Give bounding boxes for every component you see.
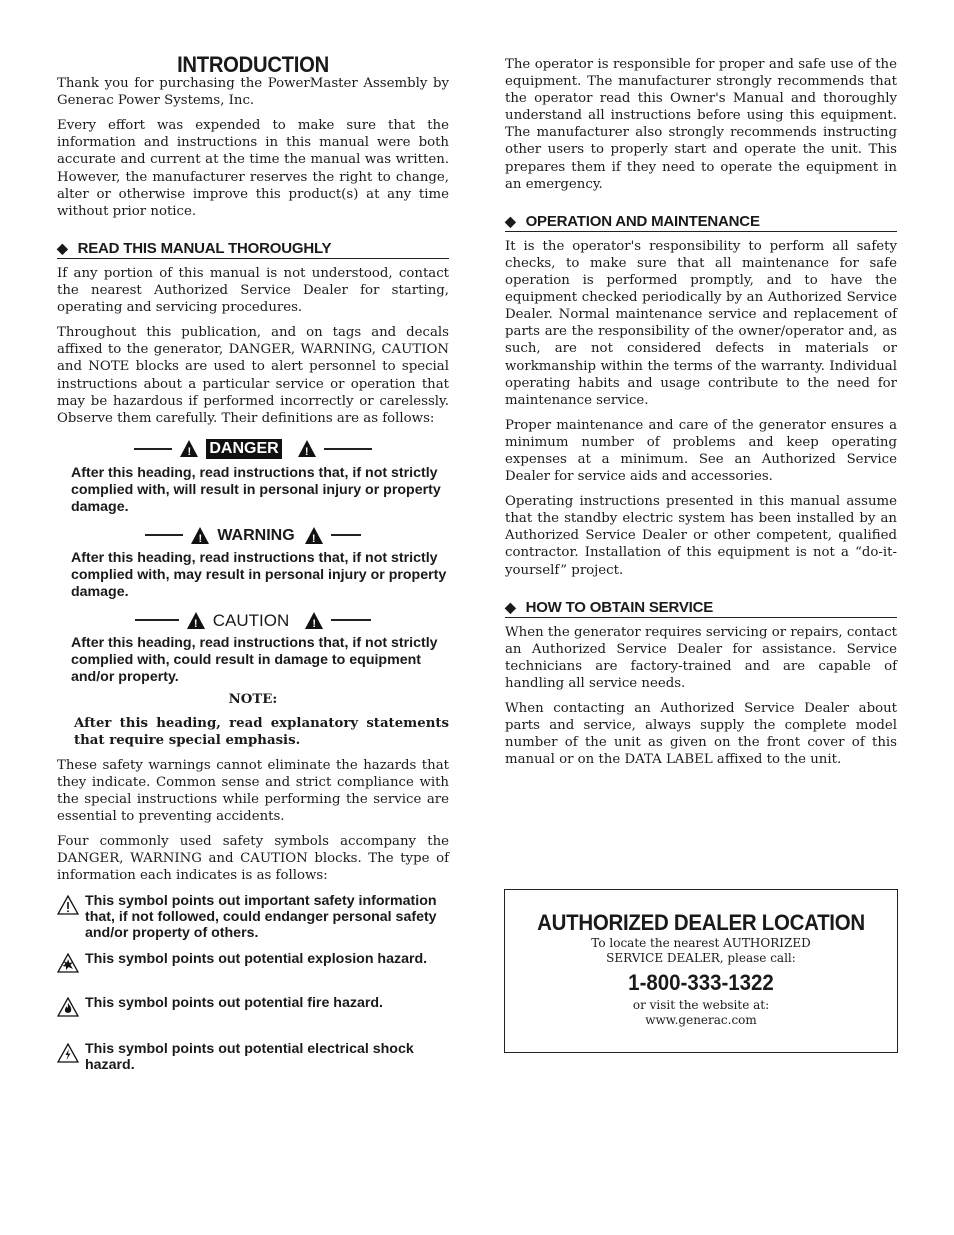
section-heading-obtain-service bbox=[505, 599, 897, 618]
dealer-location-box bbox=[504, 889, 898, 1053]
right-column bbox=[505, 56, 897, 776]
caution-heading bbox=[57, 612, 449, 629]
symbol-row bbox=[57, 995, 449, 1017]
note-label: NOTE: bbox=[228, 691, 278, 707]
section-heading-operation-maintenance bbox=[505, 213, 897, 232]
divider bbox=[135, 619, 179, 621]
intro-paragraph-1: Thank you for purchasing the PowerMaster Assembly by Generac Power Systems, Inc. bbox=[57, 76, 449, 109]
diamond-bullet-icon: ◆ bbox=[57, 239, 68, 256]
fire-icon bbox=[57, 997, 79, 1017]
divider bbox=[324, 448, 372, 450]
symbol-text: This symbol points out potential fire hazard. bbox=[85, 994, 383, 1011]
service-paragraph-2: When contacting an Authorized Service Dealer about parts and service, always supply the complete model number of the unit as given on the front cover of this manual or on the DATA LABEL affixed to the unit. bbox=[505, 701, 897, 768]
warning-triangle-icon: ! bbox=[305, 612, 323, 629]
operator-paragraph: The operator is responsible for proper and safe use of the equipment. The manufacturer strongly recommends that the operator read this Owner's Manual and thoroughly understand all instructions before using this equipment. The manufacturer also strongly recommends instructing other users to properly start and operate the unit. This prepares them if they need to operate the equipment in an emergency. bbox=[505, 57, 897, 192]
section-heading-read-manual bbox=[57, 240, 449, 259]
dealer-line-1: To locate the nearest AUTHORIZED bbox=[591, 936, 811, 950]
symbol-row bbox=[57, 893, 449, 941]
read-paragraph-1: If any portion of this manual is not understood, contact the nearest Authorized Service Dealer for starting, operating and servicing procedures. bbox=[57, 265, 449, 316]
divider bbox=[145, 534, 183, 536]
warning-heading bbox=[57, 527, 449, 544]
note-text: After this heading, read explanatory statements that require special emphasis. bbox=[74, 715, 449, 748]
electrical-shock-icon bbox=[57, 1043, 79, 1063]
section-heading-label: OPERATION AND MAINTENANCE bbox=[525, 212, 760, 230]
warning-text: After this heading, read instructions that, if not strictly complied with, may result in personal injury or property damage. bbox=[71, 549, 447, 601]
warning-triangle-icon bbox=[57, 895, 79, 915]
warning-label: WARNING bbox=[217, 526, 295, 544]
caution-text: After this heading, read instructions that, if not strictly complied with, could result in damage to equipment and/or property. bbox=[71, 634, 438, 686]
maintenance-paragraph-3: Operating instructions presented in this manual assume that the standby electric system has been installed by an Authorized Service Dealer or other competent, qualified contractor. Installation of this equipment is not a “do-it-yourself” project. bbox=[505, 494, 897, 578]
warning-triangle-icon: ! bbox=[298, 440, 316, 457]
warning-triangle-icon: ! bbox=[305, 527, 323, 544]
service-paragraph-1: When the generator requires servicing or repairs, contact an Authorized Service Dealer for assistance. Service technicians are factory-trained and are capable of handling all service needs. bbox=[505, 624, 897, 691]
divider bbox=[331, 619, 371, 621]
danger-text: After this heading, read instructions that, if not strictly complied with, will result in personal injury or property damage. bbox=[71, 464, 441, 516]
dealer-phone-number: 1-800-333-1322 bbox=[628, 970, 774, 995]
symbol-text: This symbol points out potential electrical shock hazard. bbox=[85, 1040, 414, 1073]
warning-triangle-icon: ! bbox=[180, 440, 198, 457]
symbol-row bbox=[57, 951, 449, 973]
maintenance-paragraph-1: It is the operator's responsibility to perform all safety checks, to make sure that all maintenance for safe operation is performed promptly, and to have the equipment checked periodically by an Authorized Service Dealer. Normal maintenance service and replacement of parts are the responsibility of the owner/operator and, as such, are not considered defects in materials or workmanship within the terms of the warranty. Individual operating habits and usage contribute to the need for maintenance service. bbox=[505, 238, 897, 408]
warning-triangle-icon: ! bbox=[187, 612, 205, 629]
safety-paragraph-1: These safety warnings cannot eliminate the hazards that they indicate. Common sense and strict compliance with the special instructions while performing the service are essential to preventing accidents. bbox=[57, 757, 449, 825]
danger-label: DANGER bbox=[206, 439, 281, 459]
diamond-bullet-icon: ◆ bbox=[505, 598, 516, 615]
diamond-bullet-icon: ◆ bbox=[505, 212, 516, 229]
danger-heading bbox=[57, 439, 449, 459]
section-heading-label: READ THIS MANUAL THOROUGHLY bbox=[77, 239, 332, 257]
explosion-icon bbox=[57, 953, 79, 973]
symbol-text: This symbol points out potential explosion hazard. bbox=[85, 950, 428, 967]
warning-triangle-icon: ! bbox=[191, 527, 209, 544]
dealer-box-title: AUTHORIZED DEALER LOCATION bbox=[537, 910, 865, 935]
read-paragraph-2: Throughout this publication, and on tags and decals affixed to the generator, DANGER, WARNING, CAUTION and NOTE blocks are used to alert personnel to special instructions about a particular service or operation that may be hazardous if performed incorrectly or carelessly. Observe them carefully. Their definitions are as follows: bbox=[57, 325, 449, 426]
symbol-text: This symbol points out important safety information that, if not followed, could endanger personal safety and/or property of others. bbox=[85, 892, 437, 941]
symbol-row bbox=[57, 1041, 449, 1073]
caution-label: CAUTION bbox=[212, 610, 290, 630]
intro-paragraph-2: Every effort was expended to make sure that the information and instructions in this manual were both accurate and current at the time the manual was written. However, the manufacturer reserves the right to change, alter or otherwise improve this product(s) at any time without prior notice. bbox=[57, 118, 449, 219]
dealer-line-3: or visit the website at: bbox=[632, 998, 770, 1012]
divider bbox=[134, 448, 172, 450]
divider bbox=[331, 534, 361, 536]
left-column bbox=[57, 52, 449, 1073]
dealer-line-2: SERVICE DEALER, please call: bbox=[606, 951, 796, 965]
safety-paragraph-2: Four commonly used safety symbols accompany the DANGER, WARNING and CAUTION blocks. The type of information each indicates is as follows: bbox=[57, 834, 449, 884]
dealer-website[interactable]: www.generac.com bbox=[645, 1013, 757, 1027]
page-title: INTRODUCTION bbox=[177, 52, 329, 77]
section-heading-label: HOW TO OBTAIN SERVICE bbox=[525, 598, 714, 616]
maintenance-paragraph-2: Proper maintenance and care of the generator ensures a minimum number of problems and keep operating expenses at a minimum. See an Authorized Service Dealer for service aids and accessories. bbox=[505, 417, 897, 485]
